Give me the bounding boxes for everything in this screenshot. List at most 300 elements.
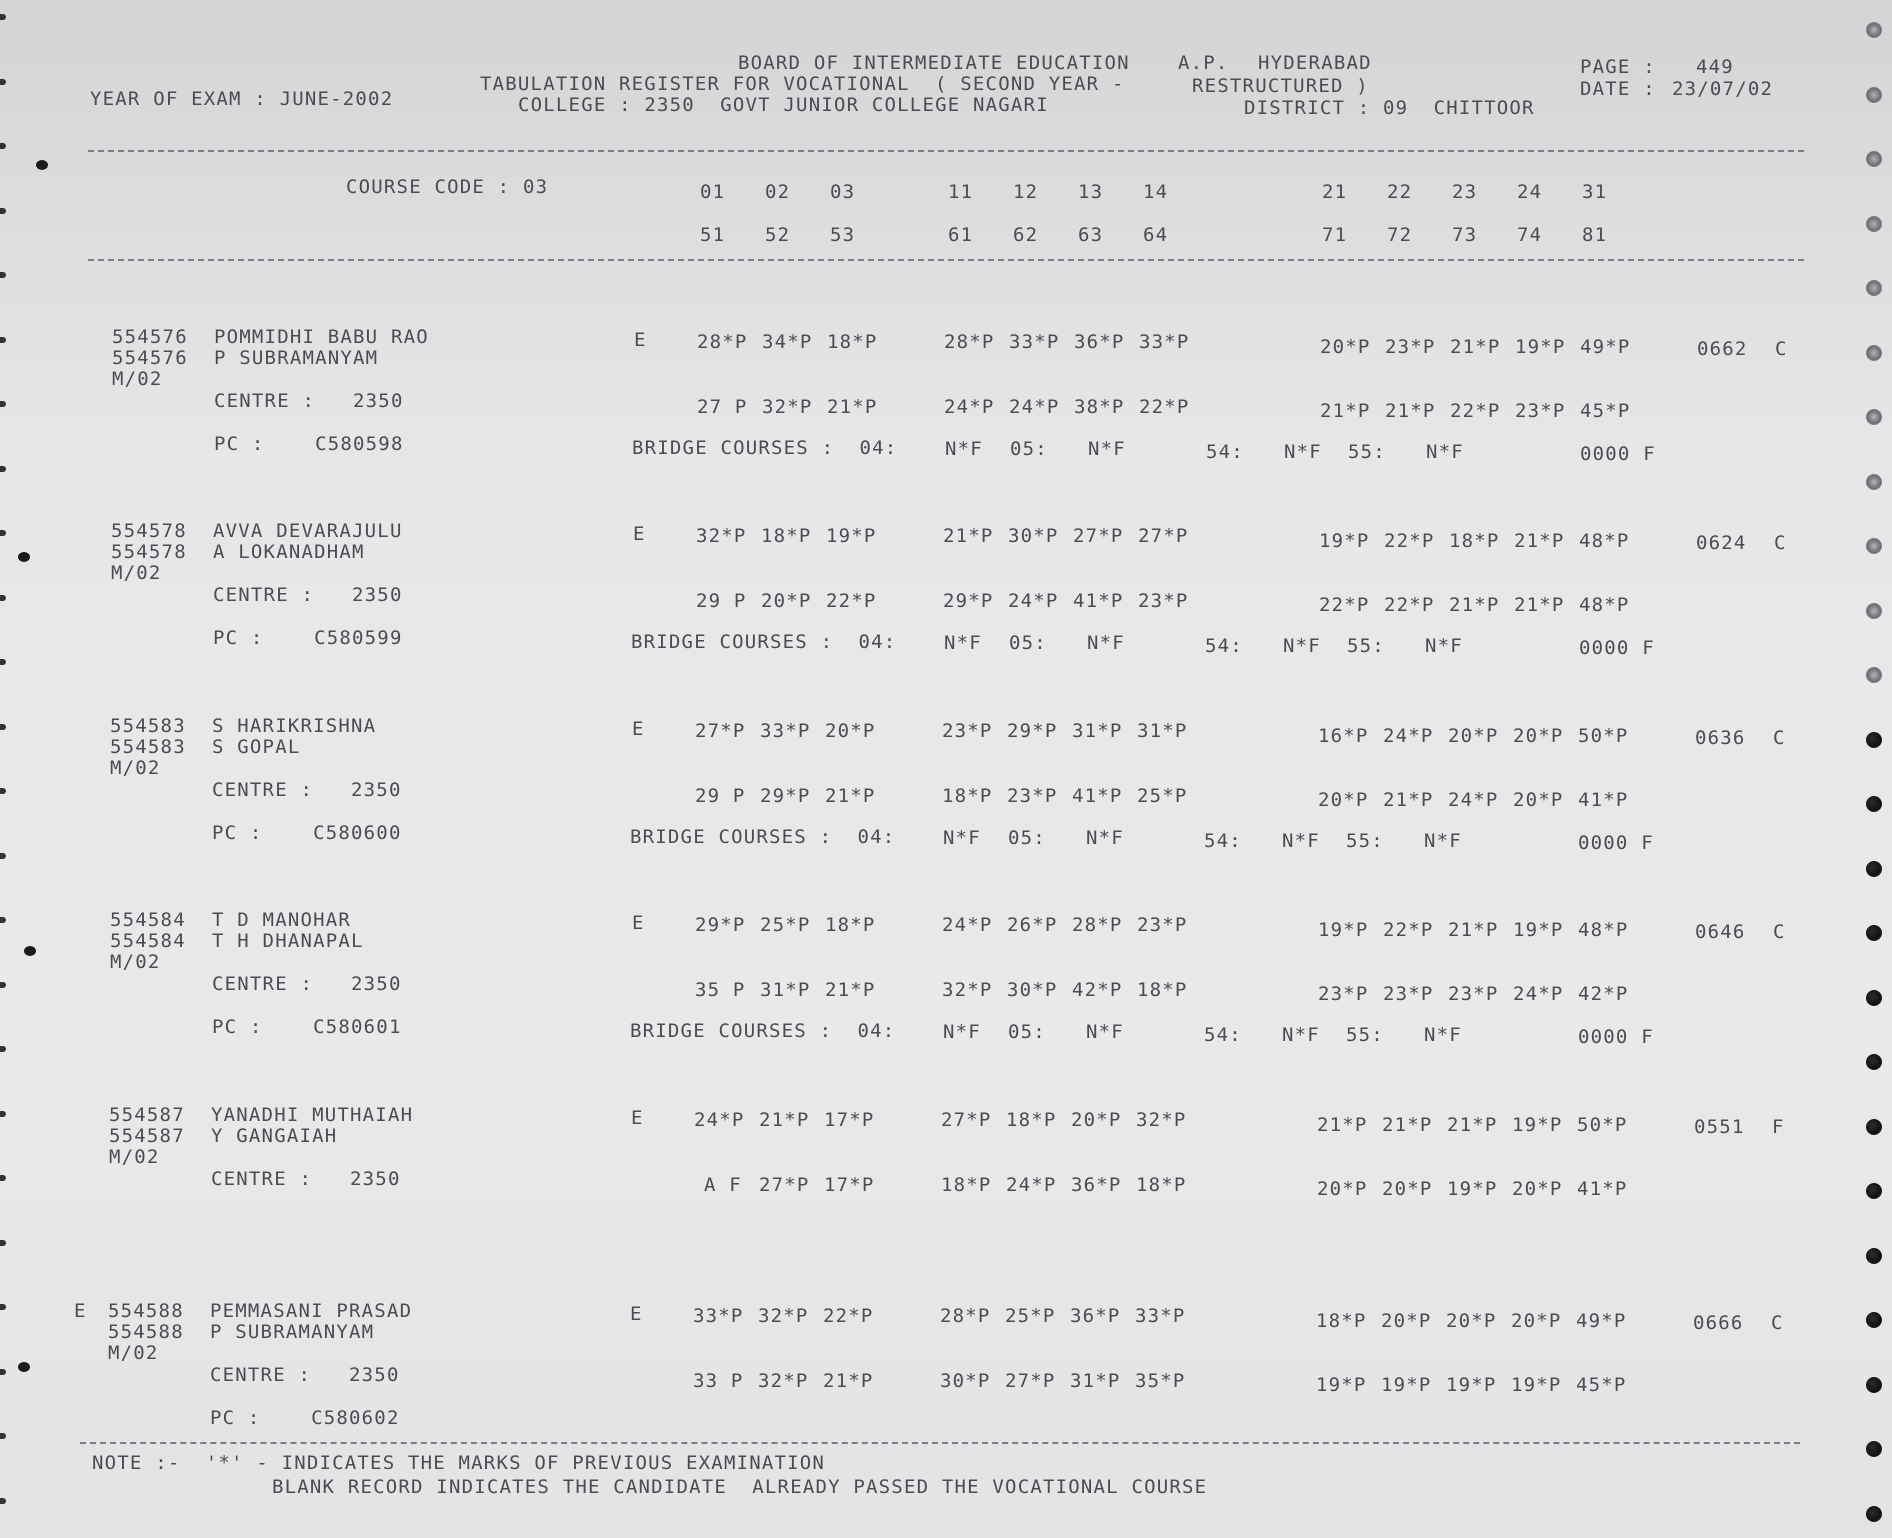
exam-session: M/02 <box>110 757 161 779</box>
mark: 22*P <box>1450 400 1501 422</box>
bridge-total: 0000 F <box>1580 443 1656 465</box>
edge-tick-icon <box>0 982 6 988</box>
father-id: 554578 <box>111 541 187 563</box>
mark: 18*P <box>1316 1310 1367 1332</box>
mark: 35 P <box>695 979 746 1001</box>
course-code: 64 <box>1143 224 1169 246</box>
edge-tick-icon <box>0 14 6 20</box>
mark: 18*P <box>825 914 876 936</box>
tractor-hole-icon <box>1866 1506 1882 1522</box>
father-id: 554584 <box>110 930 186 952</box>
mark: 18*P <box>1137 979 1188 1001</box>
pc-number: PC : C580599 <box>213 627 403 649</box>
mark: 23*P <box>1137 914 1188 936</box>
bridge-mark: N*F <box>1086 827 1124 849</box>
father-id: 554583 <box>110 736 186 758</box>
bridge-mark: N*F <box>1284 441 1322 463</box>
page-label: PAGE : <box>1580 56 1656 78</box>
bridge-mark: N*F <box>944 632 982 654</box>
father-name: Y GANGAIAH <box>211 1125 338 1147</box>
edge-tick-icon <box>0 917 6 923</box>
result-code: C <box>1774 532 1787 554</box>
record-prefix: E <box>74 1300 87 1322</box>
course-code: 11 <box>948 181 974 203</box>
exam-session: M/02 <box>109 1146 160 1168</box>
mark: 21*P <box>1448 919 1499 941</box>
pc-number: PC : C580598 <box>214 433 404 455</box>
mark: 20*P <box>1448 725 1499 747</box>
note-line-2: BLANK RECORD INDICATES THE CANDIDATE ALREADY PASSED THE VOCATIONAL COURSE <box>272 1476 1208 1498</box>
tractor-hole-icon <box>1866 1377 1882 1393</box>
bridge-mark: N*F <box>1087 632 1125 654</box>
mark: 33*P <box>760 720 811 742</box>
course-code: 14 <box>1143 181 1169 203</box>
candidate-name: AVVA DEVARAJULU <box>213 520 403 542</box>
punch-mark-icon <box>18 1362 30 1372</box>
mark: 24*P <box>1383 725 1434 747</box>
exam-session: M/02 <box>110 951 161 973</box>
bridge-mark: N*F <box>943 827 981 849</box>
bridge-code: 55: <box>1348 441 1386 463</box>
father-id: 554576 <box>112 347 188 369</box>
mark: 20*P <box>1071 1109 1122 1131</box>
mark: 31*P <box>760 979 811 1001</box>
edge-tick-icon <box>0 1046 6 1052</box>
course-code: 74 <box>1517 224 1543 246</box>
bridge-code: 54: <box>1206 441 1244 463</box>
grand-total: 0624 <box>1696 532 1747 554</box>
candidate-name: POMMIDHI BABU RAO <box>214 326 429 348</box>
mark: 24*P <box>942 914 993 936</box>
mark: 36*P <box>1071 1174 1122 1196</box>
bridge-mark: N*F <box>1282 1024 1320 1046</box>
edge-tick-icon <box>0 1111 6 1117</box>
mark: 29 P <box>696 590 747 612</box>
course-code: 62 <box>1013 224 1039 246</box>
mark: 26*P <box>1007 914 1058 936</box>
mark: 42*P <box>1072 979 1123 1001</box>
grand-total: 0666 <box>1693 1312 1744 1334</box>
mark: 21*P <box>1382 1114 1433 1136</box>
bridge-code: 05: <box>1008 1021 1046 1043</box>
exam-flag: E <box>630 1303 643 1325</box>
date-label: DATE : <box>1580 78 1656 100</box>
exam-flag: E <box>632 718 645 740</box>
divider-header <box>88 259 1804 261</box>
bridge-code: 54: <box>1205 635 1243 657</box>
exam-flag: E <box>634 329 647 351</box>
tractor-hole-icon <box>1866 538 1882 554</box>
edge-tick-icon <box>0 272 6 278</box>
tractor-hole-icon <box>1866 409 1882 425</box>
edge-tick-icon <box>0 1369 6 1375</box>
bridge-mark: N*F <box>943 1021 981 1043</box>
mark: 22*P <box>826 590 877 612</box>
tractor-hole-icon <box>1866 1248 1882 1264</box>
mark: 16*P <box>1318 725 1369 747</box>
mark: 18*P <box>1136 1174 1187 1196</box>
mark: 22*P <box>823 1305 874 1327</box>
bridge-mark: N*F <box>1425 635 1463 657</box>
mark: 18*P <box>1449 530 1500 552</box>
bridge-courses-label: BRIDGE COURSES : 04: <box>630 826 896 848</box>
centre-code: CENTRE : 2350 <box>214 390 404 412</box>
result-code: C <box>1771 1312 1784 1334</box>
mark: 28*P <box>940 1305 991 1327</box>
edge-tick-icon <box>0 853 6 859</box>
mark: 33 P <box>693 1370 744 1392</box>
mark: 19*P <box>1515 336 1566 358</box>
candidate-name: PEMMASANI PRASAD <box>210 1300 413 1322</box>
edge-tick-icon <box>0 401 6 407</box>
mark: 23*P <box>1383 983 1434 1005</box>
mark: 22*P <box>1383 919 1434 941</box>
mark: 21*P <box>823 1370 874 1392</box>
candidate-name: T D MANOHAR <box>212 909 352 931</box>
note-line-1: NOTE :- '*' - INDICATES THE MARKS OF PREVIOUS EXAMINATION <box>92 1452 826 1474</box>
exam-session: M/02 <box>111 562 162 584</box>
city-name: HYDERABAD <box>1258 52 1372 74</box>
bridge-courses-label: BRIDGE COURSES : 04: <box>632 437 898 459</box>
pc-number: PC : C580601 <box>212 1016 402 1038</box>
mark: 21*P <box>827 396 878 418</box>
mark: 49*P <box>1580 336 1631 358</box>
mark: 20*P <box>1320 336 1371 358</box>
tractor-hole-icon <box>1866 925 1882 941</box>
mark: 38*P <box>1074 396 1125 418</box>
course-code: 52 <box>765 224 791 246</box>
mark: 32*P <box>758 1370 809 1392</box>
centre-code: CENTRE : 2350 <box>213 584 403 606</box>
mark: 24*P <box>944 396 995 418</box>
mark: 19*P <box>826 525 877 547</box>
bridge-code: 05: <box>1009 632 1047 654</box>
course-code: 13 <box>1078 181 1104 203</box>
centre-code: CENTRE : 2350 <box>212 779 402 801</box>
mark: 20*P <box>1512 1178 1563 1200</box>
mark: 27*P <box>1073 525 1124 547</box>
course-code: 02 <box>765 181 791 203</box>
mark: 27*P <box>1005 1370 1056 1392</box>
tractor-hole-icon <box>1866 216 1882 232</box>
mark: 32*P <box>696 525 747 547</box>
course-code: 22 <box>1387 181 1413 203</box>
date-value: 23/07/02 <box>1672 78 1774 100</box>
mark: 32*P <box>758 1305 809 1327</box>
mark: 35*P <box>1135 1370 1186 1392</box>
mark: 17*P <box>824 1174 875 1196</box>
year-of-exam: YEAR OF EXAM : JUNE-2002 <box>90 88 394 110</box>
mark: 24*P <box>1006 1174 1057 1196</box>
tractor-hole-icon <box>1866 1054 1882 1070</box>
mark: 30*P <box>940 1370 991 1392</box>
bridge-mark: N*F <box>1424 830 1462 852</box>
mark: 20*P <box>761 590 812 612</box>
course-code-label: COURSE CODE : 03 <box>346 176 549 198</box>
bridge-code: 05: <box>1008 827 1046 849</box>
mark: 36*P <box>1074 331 1125 353</box>
mark: 21*P <box>1385 400 1436 422</box>
grand-total: 0662 <box>1697 338 1748 360</box>
mark: 33*P <box>1009 331 1060 353</box>
bridge-code: 54: <box>1204 830 1242 852</box>
mark: 34*P <box>762 331 813 353</box>
course-code: 71 <box>1322 224 1348 246</box>
centre-code: CENTRE : 2350 <box>212 973 402 995</box>
course-code: 03 <box>830 181 856 203</box>
mark: 20*P <box>825 720 876 742</box>
bridge-courses-label: BRIDGE COURSES : 04: <box>631 631 897 653</box>
mark: 33*P <box>693 1305 744 1327</box>
bridge-total: 0000 F <box>1579 637 1655 659</box>
mark: 41*P <box>1073 590 1124 612</box>
mark: 30*P <box>1007 979 1058 1001</box>
tractor-hole-icon <box>1866 345 1882 361</box>
mark: 25*P <box>760 914 811 936</box>
mark: 29 P <box>695 785 746 807</box>
bridge-code: 05: <box>1010 438 1048 460</box>
bridge-mark: N*F <box>1282 830 1320 852</box>
edge-tick-icon <box>0 788 6 794</box>
mark: 33*P <box>1135 1305 1186 1327</box>
tractor-hole-icon <box>1866 990 1882 1006</box>
mark: 17*P <box>824 1109 875 1131</box>
mark: 19*P <box>1316 1374 1367 1396</box>
tractor-hole-icon <box>1866 732 1882 748</box>
mark: 19*P <box>1512 1114 1563 1136</box>
grand-total: 0636 <box>1695 727 1746 749</box>
mark: 36*P <box>1070 1305 1121 1327</box>
mark: 23*P <box>1318 983 1369 1005</box>
mark: 22*P <box>1384 594 1435 616</box>
mark: 21*P <box>1514 594 1565 616</box>
mark: 19*P <box>1513 919 1564 941</box>
mark: 18*P <box>827 331 878 353</box>
exam-session: M/02 <box>112 368 163 390</box>
course-code: 73 <box>1452 224 1478 246</box>
mark: 29*P <box>1007 720 1058 742</box>
course-code: 53 <box>830 224 856 246</box>
mark: 23*P <box>1448 983 1499 1005</box>
bridge-mark: N*F <box>945 438 983 460</box>
mark: 24*P <box>1009 396 1060 418</box>
page-number: 449 <box>1696 56 1734 78</box>
district-info: DISTRICT : 09 CHITTOOR <box>1244 97 1535 119</box>
mark: 48*P <box>1578 919 1629 941</box>
mark: 20*P <box>1513 789 1564 811</box>
exam-flag: E <box>631 1107 644 1129</box>
restructured-label: RESTRUCTURED ) <box>1192 75 1369 97</box>
tractor-hole-icon <box>1866 151 1882 167</box>
mark: A F <box>704 1174 742 1196</box>
mark: 28*P <box>944 331 995 353</box>
edge-tick-icon <box>0 1433 6 1439</box>
course-code: 61 <box>948 224 974 246</box>
edge-tick-icon <box>0 337 6 343</box>
mark: 27*P <box>695 720 746 742</box>
edge-tick-icon <box>0 530 6 536</box>
mark: 41*P <box>1578 789 1629 811</box>
mark: 32*P <box>1136 1109 1187 1131</box>
centre-code: CENTRE : 2350 <box>210 1364 400 1386</box>
mark: 41*P <box>1577 1178 1628 1200</box>
edge-tick-icon <box>0 466 6 472</box>
mark: 19*P <box>1319 530 1370 552</box>
course-code: 24 <box>1517 181 1543 203</box>
exam-flag: E <box>632 912 645 934</box>
edge-tick-icon <box>0 1304 6 1310</box>
course-code: 21 <box>1322 181 1348 203</box>
father-id: 554588 <box>108 1321 184 1343</box>
course-code: 12 <box>1013 181 1039 203</box>
mark: 21*P <box>825 979 876 1001</box>
mark: 18*P <box>1006 1109 1057 1131</box>
tractor-hole-icon <box>1866 474 1882 490</box>
pc-number: PC : C580602 <box>210 1407 400 1429</box>
mark: 27*P <box>1138 525 1189 547</box>
mark: 21*P <box>1447 1114 1498 1136</box>
edge-tick-icon <box>0 1175 6 1181</box>
punch-mark-icon <box>24 946 36 956</box>
bridge-mark: N*F <box>1424 1024 1462 1046</box>
bridge-total: 0000 F <box>1578 832 1654 854</box>
mark: 45*P <box>1580 400 1631 422</box>
mark: 21*P <box>1514 530 1565 552</box>
mark: 18*P <box>941 1174 992 1196</box>
bridge-code: 55: <box>1346 1024 1384 1046</box>
mark: 50*P <box>1578 725 1629 747</box>
mark: 23*P <box>1138 590 1189 612</box>
hall-ticket-number: 554576 <box>112 326 188 348</box>
bridge-mark: N*F <box>1088 438 1126 460</box>
mark: 49*P <box>1576 1310 1627 1332</box>
mark: 29*P <box>943 590 994 612</box>
mark: 18*P <box>942 785 993 807</box>
mark: 45*P <box>1576 1374 1627 1396</box>
edge-tick-icon <box>0 1498 6 1504</box>
bridge-code: 55: <box>1346 830 1384 852</box>
mark: 32*P <box>942 979 993 1001</box>
edge-tick-icon <box>0 724 6 730</box>
bridge-mark: N*F <box>1283 635 1321 657</box>
mark: 21*P <box>1320 400 1371 422</box>
mark: 21*P <box>1450 336 1501 358</box>
grand-total: 0646 <box>1695 921 1746 943</box>
mark: 21*P <box>943 525 994 547</box>
bridge-code: 55: <box>1347 635 1385 657</box>
result-code: C <box>1773 727 1786 749</box>
course-code: 01 <box>700 181 726 203</box>
bridge-courses-label: BRIDGE COURSES : 04: <box>630 1020 896 1042</box>
mark: 32*P <box>762 396 813 418</box>
father-name: A LOKANADHAM <box>213 541 365 563</box>
mark: 29*P <box>760 785 811 807</box>
divider-top <box>88 150 1804 152</box>
edge-tick-icon <box>0 595 6 601</box>
mark: 20*P <box>1317 1178 1368 1200</box>
mark: 28*P <box>1072 914 1123 936</box>
mark: 31*P <box>1070 1370 1121 1392</box>
mark: 21*P <box>1317 1114 1368 1136</box>
pc-number: PC : C580600 <box>212 822 402 844</box>
mark: 19*P <box>1511 1374 1562 1396</box>
mark: 31*P <box>1137 720 1188 742</box>
hall-ticket-number: 554578 <box>111 520 187 542</box>
mark: 29*P <box>695 914 746 936</box>
tractor-hole-icon <box>1866 22 1882 38</box>
course-code: 31 <box>1582 181 1608 203</box>
mark: 41*P <box>1072 785 1123 807</box>
bridge-code: 54: <box>1204 1024 1242 1046</box>
mark: 28*P <box>697 331 748 353</box>
mark: 24*P <box>1513 983 1564 1005</box>
mark: 24*P <box>1008 590 1059 612</box>
tractor-hole-icon <box>1866 87 1882 103</box>
board-name: BOARD OF INTERMEDIATE EDUCATION <box>738 52 1130 74</box>
father-name: P SUBRAMANYAM <box>214 347 379 369</box>
hall-ticket-number: 554584 <box>110 909 186 931</box>
result-code: F <box>1772 1116 1785 1138</box>
mark: 21*P <box>1449 594 1500 616</box>
mark: 31*P <box>1072 720 1123 742</box>
state-abbr: A.P. <box>1178 52 1229 74</box>
hall-ticket-number: 554583 <box>110 715 186 737</box>
mark: 27*P <box>759 1174 810 1196</box>
tractor-hole-icon <box>1866 667 1882 683</box>
mark: 21*P <box>825 785 876 807</box>
mark: 25*P <box>1137 785 1188 807</box>
candidate-name: YANADHI MUTHAIAH <box>211 1104 414 1126</box>
mark: 19*P <box>1446 1374 1497 1396</box>
exam-session: M/02 <box>108 1342 159 1364</box>
mark: 50*P <box>1577 1114 1628 1136</box>
tractor-hole-icon <box>1866 1119 1882 1135</box>
tractor-hole-icon <box>1866 603 1882 619</box>
mark: 21*P <box>1383 789 1434 811</box>
bridge-mark: N*F <box>1086 1021 1124 1043</box>
tractor-hole-icon <box>1866 861 1882 877</box>
mark: 23*P <box>942 720 993 742</box>
tractor-hole-icon <box>1866 1441 1882 1457</box>
punch-mark-icon <box>36 160 48 170</box>
mark: 20*P <box>1511 1310 1562 1332</box>
mark: 48*P <box>1579 594 1630 616</box>
tractor-hole-icon <box>1866 1312 1882 1328</box>
bridge-mark: N*F <box>1426 441 1464 463</box>
candidate-name: S HARIKRISHNA <box>212 715 377 737</box>
bridge-total: 0000 F <box>1578 1026 1654 1048</box>
mark: 20*P <box>1513 725 1564 747</box>
course-code: 63 <box>1078 224 1104 246</box>
exam-flag: E <box>633 523 646 545</box>
punch-mark-icon <box>18 552 30 562</box>
mark: 30*P <box>1008 525 1059 547</box>
course-code: 72 <box>1387 224 1413 246</box>
mark: 20*P <box>1381 1310 1432 1332</box>
mark: 18*P <box>761 525 812 547</box>
course-code: 81 <box>1582 224 1608 246</box>
mark: 23*P <box>1515 400 1566 422</box>
divider-bottom <box>80 1442 1800 1444</box>
father-name: P SUBRAMANYAM <box>210 1321 375 1343</box>
mark: 21*P <box>759 1109 810 1131</box>
father-name: T H DHANAPAL <box>212 930 364 952</box>
register-title: TABULATION REGISTER FOR VOCATIONAL ( SECOND YEAR - <box>480 73 1125 95</box>
mark: 20*P <box>1446 1310 1497 1332</box>
result-code: C <box>1773 921 1786 943</box>
mark: 24*P <box>694 1109 745 1131</box>
mark: 27*P <box>941 1109 992 1131</box>
